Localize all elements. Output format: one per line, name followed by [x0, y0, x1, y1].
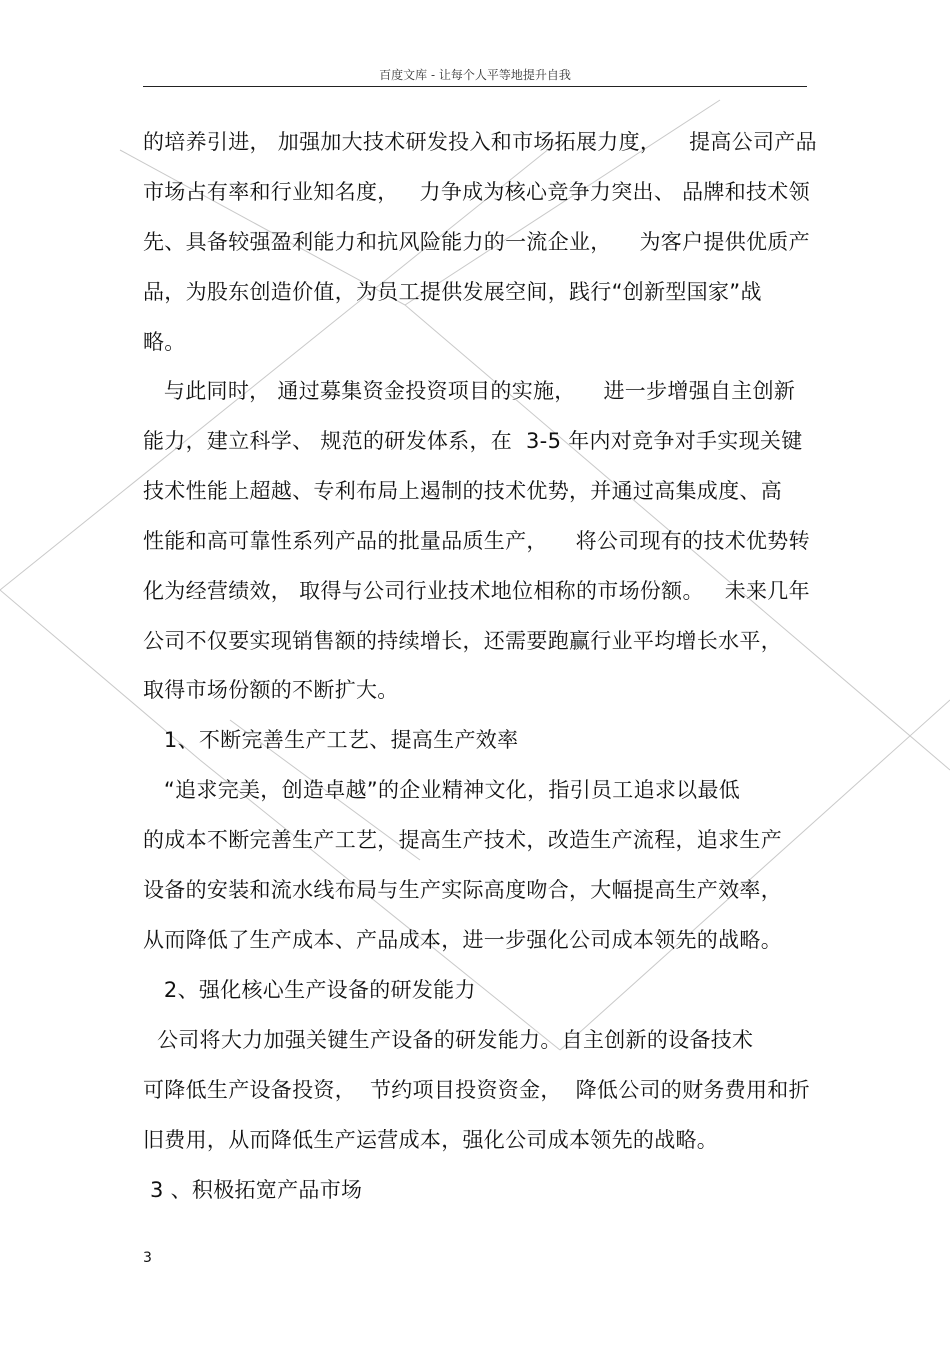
body-line: 公司不仅要实现销售额的持续增长，还需要跑赢行业平均增长水平， — [143, 629, 782, 653]
body-line: 从而降低了生产成本、产品成本，进一步强化公司成本领先的战略。 — [143, 928, 782, 952]
section-heading-3: 3 、积极拓宽产品市场 — [143, 1178, 363, 1202]
body-line: 品，为股东创造价值，为员工提供发展空间，践行“创新型国家”战 — [143, 280, 762, 304]
section-heading-2: 2、强化核心生产设备的研发能力 — [143, 978, 476, 1002]
body-line: 化为经营绩效， 取得与公司行业技术地位相称的市场份额。 未来几年 — [143, 579, 810, 603]
page-header: 百度文库 - 让每个人平等地提升自我 — [379, 68, 571, 82]
body-line: 性能和高可靠性系列产品的批量品质生产， 将公司现有的技术优势转 — [143, 529, 810, 553]
body-line: 旧费用，从而降低生产运营成本，强化公司成本领先的战略。 — [143, 1128, 719, 1152]
body-line: 略。 — [143, 330, 186, 354]
body-line: 市场占有率和行业知名度， 力争成为核心竞争力突出、 品牌和技术领 — [143, 180, 810, 204]
body-line: 的培养引进， 加强加大技术研发投入和市场拓展力度， 提高公司产品 — [143, 130, 817, 154]
body-line: “追求完美，创造卓越”的企业精神文化，指引员工追求以最低 — [143, 778, 741, 802]
body-line: 设备的安装和流水线布局与生产实际高度吻合，大幅提高生产效率， — [143, 878, 782, 902]
body-line: 取得市场份额的不断扩大。 — [143, 678, 399, 702]
header-divider — [143, 86, 807, 87]
body-line: 的成本不断完善生产工艺，提高生产技术，改造生产流程，追求生产 — [143, 828, 782, 852]
body-line: 技术性能上超越、专利布局上遏制的技术优势，并通过高集成度、高 — [143, 479, 782, 503]
section-heading-1: 1、不断完善生产工艺、提高生产效率 — [143, 728, 519, 752]
body-line: 可降低生产设备投资， 节约项目投资资金， 降低公司的财务费用和折 — [143, 1078, 810, 1102]
body-line: 公司将大力加强关键生产设备的研发能力。自主创新的设备技术 — [143, 1028, 754, 1052]
body-line: 能力，建立科学、 规范的研发体系，在 3-5 年内对竞争对手实现关键 — [143, 429, 803, 453]
page-number: 3 — [143, 1250, 152, 1266]
body-line: 先、具备较强盈利能力和抗风险能力的一流企业， 为客户提供优质产 — [143, 230, 810, 254]
body-line: 与此同时， 通过募集资金投资项目的实施， 进一步增强自主创新 — [143, 379, 796, 403]
